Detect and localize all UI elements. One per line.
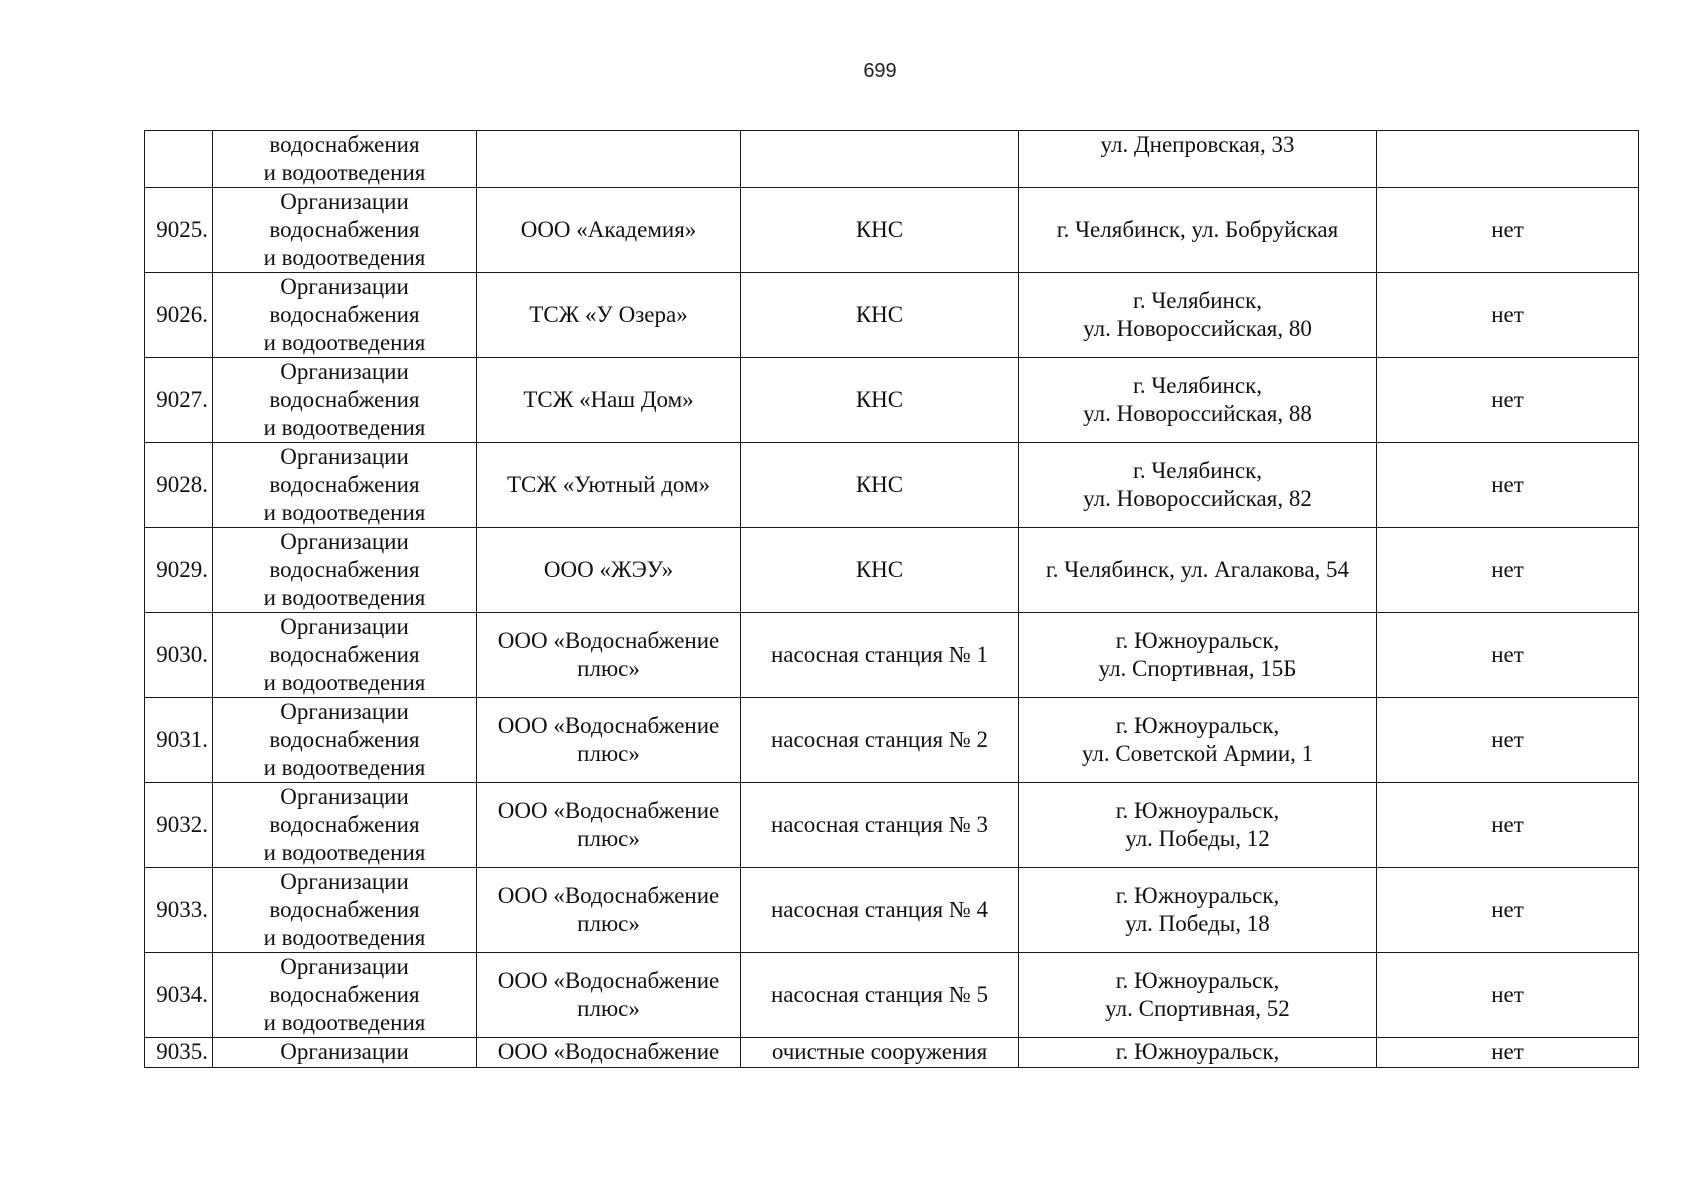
cell-status (1377, 131, 1639, 188)
cell-category (213, 273, 477, 358)
object-line: КНС (855, 387, 904, 412)
address-line: г. Челябинск, (1132, 288, 1262, 313)
table-row (145, 783, 1639, 868)
cell-address (1019, 613, 1377, 698)
address-line: ул. Победы, 12 (1125, 826, 1270, 851)
category-line: и водоотведения (263, 755, 426, 780)
object-line: насосная станция № 4 (770, 897, 989, 922)
category-line: водоснабжения (269, 642, 420, 667)
cell-organization (477, 273, 741, 358)
cell-category (213, 188, 477, 273)
organization-line: ООО «ЖЭУ» (543, 557, 674, 582)
table-row (145, 698, 1639, 783)
organization-line: ТСЖ «Уютный дом» (506, 472, 711, 497)
table-row (145, 188, 1639, 273)
cell-category (213, 783, 477, 868)
category-line: и водоотведения (263, 500, 426, 525)
cell-organization: ООО «Водоснабжение (477, 1038, 741, 1068)
cell-object (741, 273, 1019, 358)
address-line: ул. Новороссийская, 88 (1083, 401, 1312, 426)
organization-line: ТСЖ «Наш Дом» (523, 387, 694, 412)
cell-object (741, 698, 1019, 783)
organization-line: плюс» (577, 911, 640, 936)
address-line: ул. Советской Армии, 1 (1081, 741, 1314, 766)
cell-address (1019, 443, 1377, 528)
cell-number: 9030. (145, 613, 213, 698)
cell-status: нет (1377, 528, 1639, 613)
organization-line: плюс» (577, 741, 640, 766)
cell-address (1019, 698, 1377, 783)
cell-address (1019, 131, 1377, 188)
cell-number: 9031. (145, 698, 213, 783)
category-line: Организации (280, 699, 409, 724)
category-line: водоснабжения (269, 812, 420, 837)
organization-line: ООО «Водоснабжение (497, 798, 720, 823)
object-line: КНС (855, 472, 904, 497)
cell-object (741, 613, 1019, 698)
cell-category (213, 868, 477, 953)
cell-object (741, 131, 1019, 188)
cell-number: 9033. (145, 868, 213, 953)
object-line: насосная станция № 5 (770, 982, 989, 1007)
category-line: водоснабжения (269, 727, 420, 752)
table-row (145, 953, 1639, 1038)
object-line: КНС (855, 302, 904, 327)
address-line: ул. Победы, 18 (1125, 911, 1270, 936)
organization-line: ООО «Водоснабжение (497, 713, 720, 738)
category-line: и водоотведения (263, 1010, 426, 1035)
table-row (145, 443, 1639, 528)
cell-number: 9027. (145, 358, 213, 443)
address-line: ул. Новороссийская, 80 (1083, 316, 1312, 341)
cell-number: 9034. (145, 953, 213, 1038)
address-line: г. Южноуральск, (1115, 798, 1280, 823)
cell-status: нет (1377, 443, 1639, 528)
cell-number: 9029. (145, 528, 213, 613)
category-line: и водоотведения (263, 840, 426, 865)
address-line: г. Челябинск, ул. Агалакова, 54 (1045, 557, 1350, 582)
category-line: водоснабжения (269, 982, 420, 1007)
category-line: Организации (280, 189, 409, 214)
category-line: водоснабжения (269, 557, 420, 582)
cell-organization (477, 443, 741, 528)
object-line: насосная станция № 3 (770, 812, 989, 837)
table-row (145, 528, 1639, 613)
category-line: и водоотведения (263, 925, 426, 950)
cell-organization (477, 613, 741, 698)
object-line: насосная станция № 1 (770, 642, 989, 667)
cell-category (213, 528, 477, 613)
cell-object (741, 868, 1019, 953)
table-row (145, 273, 1639, 358)
cell-number (145, 131, 213, 188)
address-line: г. Южноуральск, (1115, 628, 1280, 653)
cell-organization (477, 528, 741, 613)
cell-status: нет (1377, 358, 1639, 443)
cell-address (1019, 358, 1377, 443)
category-line: Организации (280, 869, 409, 894)
cell-category (213, 443, 477, 528)
cell-address: г. Южноуральск, (1019, 1038, 1377, 1068)
cell-organization (477, 698, 741, 783)
cell-status: нет (1377, 783, 1639, 868)
table-row (145, 358, 1639, 443)
category-line: водоснабжения (269, 302, 420, 327)
cell-status: нет (1377, 868, 1639, 953)
registry-table (144, 130, 1639, 1068)
cell-object: очистные сооружения (741, 1038, 1019, 1068)
cell-status: нет (1377, 1038, 1639, 1068)
category-line: Организации (280, 784, 409, 809)
cell-object (741, 358, 1019, 443)
cell-organization (477, 358, 741, 443)
cell-object (741, 443, 1019, 528)
organization-line: плюс» (577, 826, 640, 851)
category-line: и водоотведения (263, 330, 426, 355)
cell-status: нет (1377, 188, 1639, 273)
category-line: водоснабжения (269, 217, 420, 242)
address-line: г. Южноуральск, (1115, 968, 1280, 993)
organization-line: ООО «Водоснабжение (497, 883, 720, 908)
cell-organization (477, 868, 741, 953)
organization-line: ООО «Водоснабжение (497, 628, 720, 653)
cell-address (1019, 783, 1377, 868)
organization-line: ООО «Академия» (520, 217, 697, 242)
address-line: г. Южноуральск, (1115, 883, 1280, 908)
cell-address (1019, 868, 1377, 953)
cell-organization (477, 188, 741, 273)
page-number: 699 (863, 60, 897, 82)
cell-category (213, 698, 477, 783)
category-line: и водоотведения (263, 160, 426, 185)
cell-status: нет (1377, 613, 1639, 698)
table-row-continuation (145, 131, 1639, 188)
cell-organization (477, 131, 741, 188)
cell-address (1019, 188, 1377, 273)
category-line: водоснабжения (269, 132, 420, 157)
address-line: г. Челябинск, (1132, 458, 1262, 483)
cell-category: Организации (213, 1038, 477, 1068)
table-row (145, 613, 1639, 698)
category-line: и водоотведения (263, 245, 426, 270)
cell-category (213, 358, 477, 443)
object-line: КНС (855, 217, 904, 242)
registry-table-body (145, 131, 1639, 1068)
address-line: ул. Новороссийская, 82 (1083, 486, 1312, 511)
cell-category (213, 953, 477, 1038)
cell-number: 9028. (145, 443, 213, 528)
category-line: водоснабжения (269, 472, 420, 497)
cell-organization (477, 783, 741, 868)
table-row-partial (145, 1038, 1639, 1068)
address-line: г. Челябинск, ул. Бобруйская (1056, 217, 1339, 242)
category-line: и водоотведения (263, 670, 426, 695)
category-line: Организации (280, 444, 409, 469)
cell-object (741, 528, 1019, 613)
cell-status: нет (1377, 953, 1639, 1038)
cell-status: нет (1377, 698, 1639, 783)
category-line: Организации (280, 529, 409, 554)
cell-organization (477, 953, 741, 1038)
category-line: водоснабжения (269, 387, 420, 412)
address-line: г. Южноуральск, (1115, 713, 1280, 738)
organization-line: плюс» (577, 656, 640, 681)
cell-category (213, 613, 477, 698)
category-line: водоснабжения (269, 897, 420, 922)
address-line: ул. Спортивная, 15Б (1098, 656, 1297, 681)
cell-address (1019, 273, 1377, 358)
cell-object (741, 953, 1019, 1038)
address-line: г. Челябинск, (1132, 373, 1262, 398)
cell-status: нет (1377, 273, 1639, 358)
category-line: Организации (280, 614, 409, 639)
organization-line: ТСЖ «У Озера» (529, 302, 688, 327)
cell-object (741, 188, 1019, 273)
cell-number: 9026. (145, 273, 213, 358)
organization-line: ООО «Водоснабжение (497, 968, 720, 993)
cell-address (1019, 528, 1377, 613)
category-line: и водоотведения (263, 585, 426, 610)
cell-number: 9035. (145, 1038, 213, 1068)
address-line: ул. Днепровская, 33 (1100, 132, 1295, 157)
address-line: ул. Спортивная, 52 (1105, 996, 1290, 1021)
category-line: Организации (280, 954, 409, 979)
object-line: КНС (855, 557, 904, 582)
cell-number: 9025. (145, 188, 213, 273)
category-line: и водоотведения (263, 415, 426, 440)
cell-number: 9032. (145, 783, 213, 868)
organization-line: плюс» (577, 996, 640, 1021)
cell-category (213, 131, 477, 188)
cell-object (741, 783, 1019, 868)
category-line: Организации (280, 359, 409, 384)
cell-address (1019, 953, 1377, 1038)
object-line: насосная станция № 2 (770, 727, 989, 752)
category-line: Организации (280, 274, 409, 299)
table-row (145, 868, 1639, 953)
